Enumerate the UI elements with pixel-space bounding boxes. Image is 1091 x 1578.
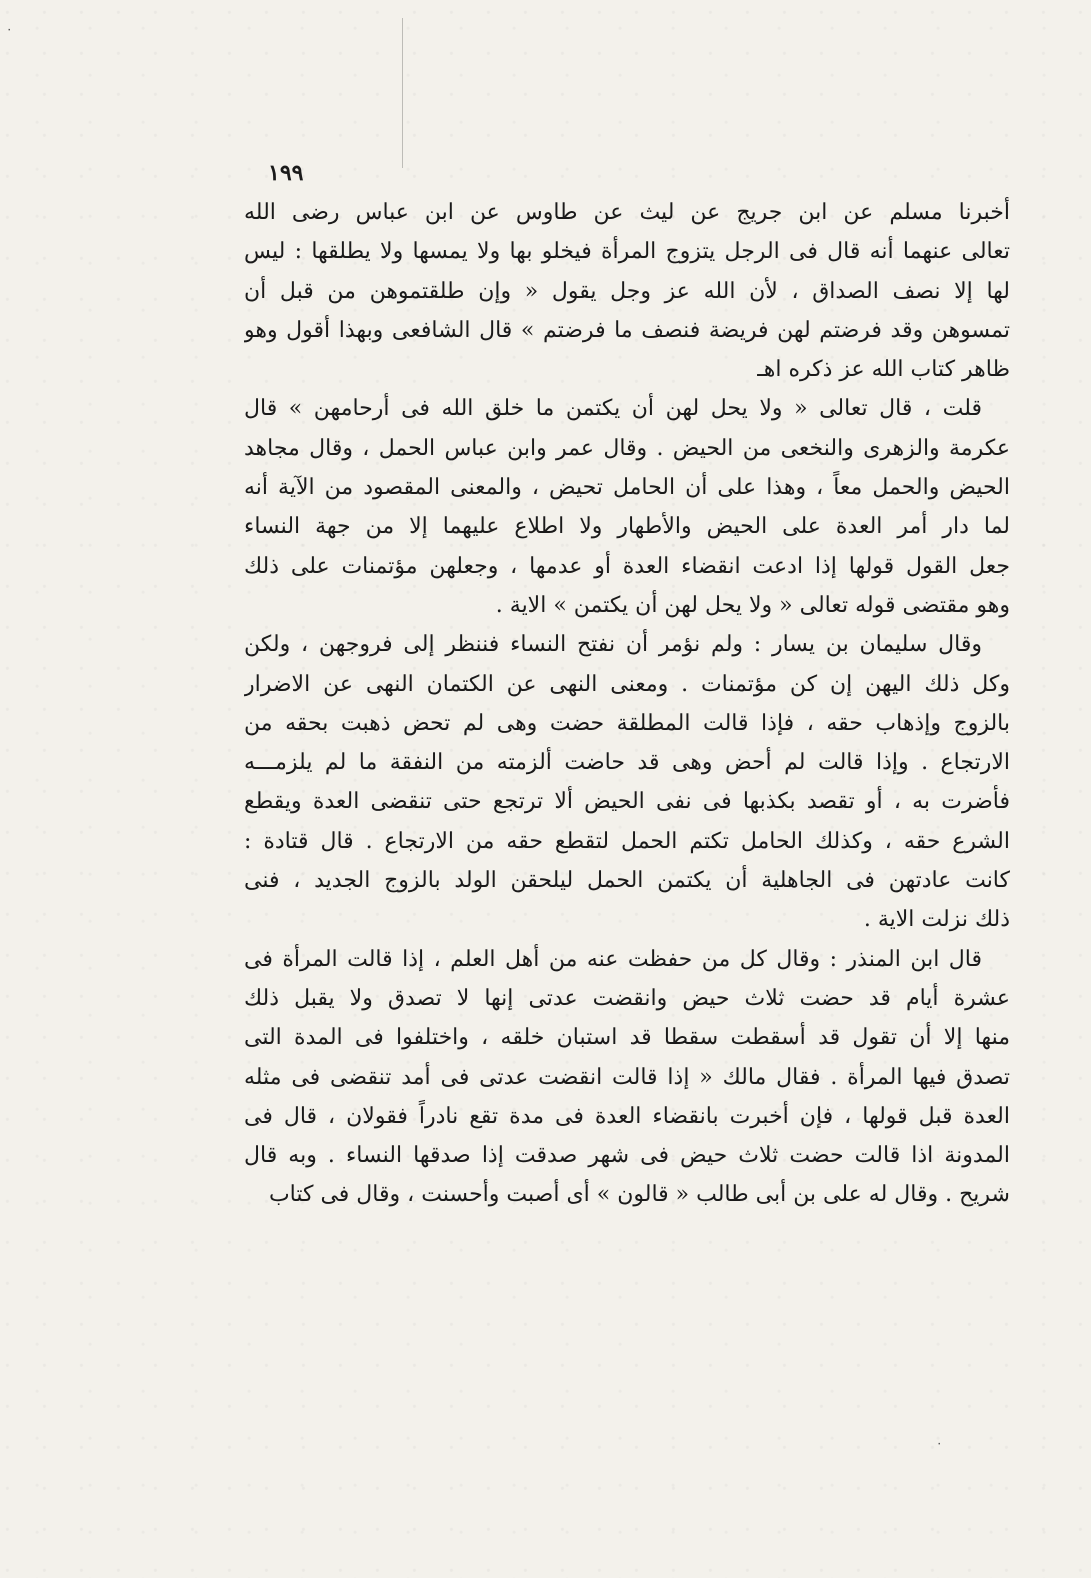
text-line: بالزوج وإذهاب حقه ، فإذا قالت المطلقة حضت وهى لم تحض ذهبت بحقه من	[244, 710, 1010, 736]
text-line: عشرة أيام قد حضت ثلاث حيض وانقضت عدتى إنها لا تصدق ولا يقبل ذلك	[244, 985, 1010, 1011]
text-line: عكرمة والزهرى والنخعى من الحيض . وقال عمر وابن عباس الحمل ، وقال مجاهد	[244, 435, 1010, 461]
text-line: المدونة اذا قالت حضت ثلاث حيض فى شهر صدقت إذا صدقها النساء . وبه قال	[244, 1143, 1010, 1169]
corner-mark: ٠	[6, 22, 13, 36]
text-line: أخبرنا مسلم عن ابن جريج عن ليث عن طاوس عن ابن عباس رضى الله	[244, 200, 1010, 225]
text-line: منها إلا أن تقول قد أسقطت سقطا قد استبان خلقه ، واختلفوا فى المدة التى	[244, 1025, 1010, 1051]
text-line: جعل القول قولها إذا ادعت انقضاء العدة أو عدمها ، وجعلهن مؤتمنات على ذلك	[244, 553, 1010, 579]
text-line: قال ابن المنذر : وقال كل من حفظت عنه من أهل العلم ، إذا قالت المرأة فى	[244, 946, 982, 972]
text-line: وكل ذلك اليهن إن كن مؤتمنات . ومعنى النهى عن الكتمان النهى عن الاضرار	[244, 671, 1010, 697]
fold-line-divider	[402, 18, 403, 168]
text-line: ذلك نزلت الاية .	[863, 907, 1010, 933]
text-line: الشرع حقه ، وكذلك الحامل تكتم الحمل لتقطع حقه من الارتجاع . قال قتادة :	[244, 828, 1010, 854]
body-text	[244, 193, 1010, 1215]
text-line: لها إلا نصف الصداق ، لأن الله عز وجل يقول « وإن طلقتموهن من قبل أن	[244, 278, 1010, 304]
text-line: تصدق فيها المرأة . فقال مالك « إذا قالت انقضت عدتى فى أمد تنقضى فى مثله	[244, 1064, 1010, 1090]
paragraph	[244, 625, 1010, 939]
text-line: تعالى عنهما أنه قال فى الرجل يتزوج المرأة فيخلو بها ولا يمسها ولا يطلقها : ليس	[244, 239, 1010, 265]
text-line: لما دار أمر العدة على الحيض والأطهار ولا اطلاع عليهما إلا من جهة النساء	[244, 514, 1010, 540]
paragraph	[244, 389, 1010, 625]
text-line: تمسوهن وقد فرضتم لهن فريضة فنصف ما فرضتم » قال الشافعى وبهذا أقول وهو	[244, 317, 1010, 343]
paragraph	[244, 940, 1010, 1215]
page-number: ١٩٩	[268, 160, 304, 186]
text-line: وهو مقتضى قوله تعالى « ولا يحل لهن أن يكتمن » الاية .	[495, 592, 1010, 618]
text-line: ظاهر كتاب الله عز ذكره اهـ	[757, 357, 1010, 383]
text-line: الارتجاع . وإذا قالت لم أحض وهى قد حاضت ألزمته من النفقة ما لم يلزمـــه	[244, 750, 1010, 776]
text-line: كانت عادتهن فى الجاهلية أن يكتمن الحمل ليلحقن الولد بالزوج الجديد ، فنى	[244, 868, 1010, 894]
paragraph	[244, 193, 1010, 389]
text-line: شريح . وقال له على بن أبى طالب « قالون » أى أصبت وأحسنت ، وقال فى كتاب	[268, 1182, 1010, 1208]
bottom-mark: ٠	[936, 1436, 943, 1450]
text-line: فأضرت به ، أو تقصد بكذبها فى نفى الحيض ألا ترتجع حتى تنقضى العدة ويقطع	[244, 789, 1010, 815]
text-line: قلت ، قال تعالى « ولا يحل لهن أن يكتمن ما خلق الله فى أرحامهن » قال	[244, 396, 982, 422]
text-line: العدة قبل قولها ، فإن أخبرت بانقضاء العدة فى مدة تقع نادراً فقولان ، قال فى	[244, 1103, 1010, 1129]
text-line: الحيض والحمل معاً ، وهذا على أن الحامل تحيض ، والمعنى المقصود من الآية أنه	[244, 475, 1010, 501]
text-line: وقال سليمان بن يسار : ولم نؤمر أن نفتح النساء فننظر إلى فروجهن ، ولكن	[244, 632, 982, 658]
